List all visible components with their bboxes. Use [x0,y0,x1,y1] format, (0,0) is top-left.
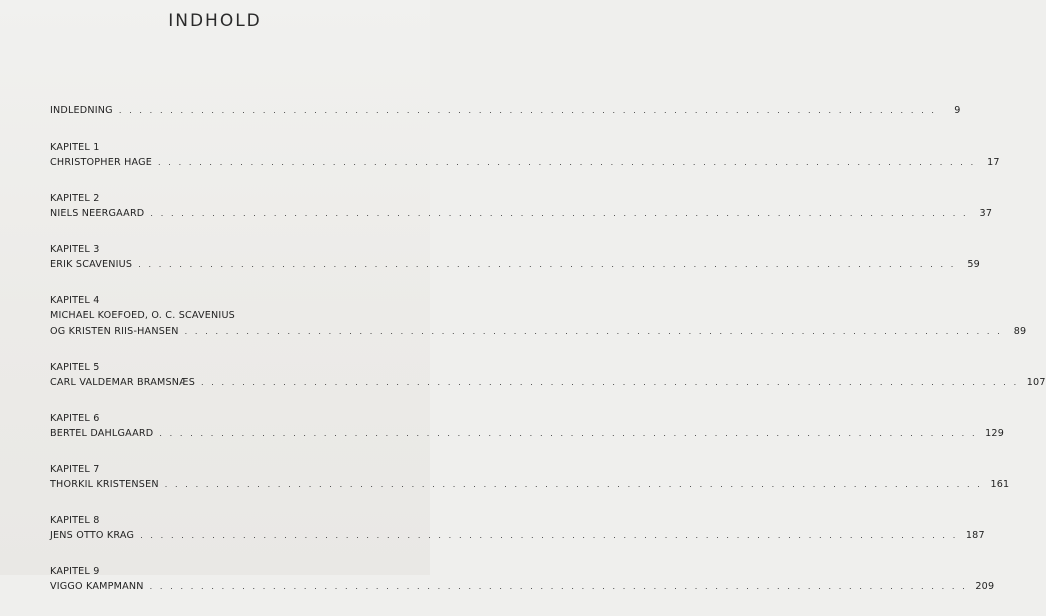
page-number: 129 [985,428,1005,439]
chapter-label: KAPITEL 9 [50,566,100,577]
dot-leader [140,528,958,544]
entry-title: CARL VALDEMAR BRAMSNÆS [50,377,195,388]
page-number: 37 [979,208,993,219]
entry-title: CHRISTOPHER HAGE [50,157,152,168]
entry-title: BERTEL DAHLGAARD [50,428,154,439]
table-of-contents [50,103,1046,616]
toc-entry-introduction [50,103,961,119]
dot-leader [119,103,937,119]
page-number: 209 [975,581,995,592]
toc-entry-chapter-1 [50,141,1000,171]
entry-title: VIGGO KAMPMANN [50,581,144,592]
entry-title: ERIK SCAVENIUS [50,259,133,270]
toc-entry-chapter-2 [50,192,993,222]
entry-title: NIELS NEERGAARD [50,208,145,219]
page-number: 9 [954,105,961,116]
toc-entry-chapter-6 [50,412,1005,442]
chapter-label: KAPITEL 6 [50,413,100,424]
toc-line [50,579,995,595]
entry-title: JENS OTTO KRAG [50,530,135,541]
toc-line [50,528,985,544]
chapter-label: KAPITEL 5 [50,362,100,373]
entry-title: INDLEDNING [50,105,113,116]
toc-entry-chapter-4 [50,294,1027,340]
toc-line [50,477,1010,493]
toc-line [50,324,1027,340]
dot-leader [201,375,1019,391]
chapter-label: KAPITEL 4 [50,295,100,306]
dot-leader [159,426,977,442]
dot-leader [165,477,983,493]
chapter-label: KAPITEL 2 [50,193,100,204]
chapter-label: KAPITEL 1 [50,142,100,153]
page-number: 107 [1026,377,1046,388]
page-number: 59 [967,259,980,270]
toc-entry-chapter-3 [50,243,980,273]
page-number: 17 [987,157,1000,168]
entry-title-line-2: OG KRISTEN RIIS-HANSEN [50,326,179,337]
toc-entry-chapter-5 [50,361,1046,391]
dot-leader [158,155,976,171]
page-title: INDHOLD [168,11,262,31]
page-number: 161 [990,479,1010,490]
toc-line [50,375,1046,391]
chapter-label: KAPITEL 3 [50,244,100,255]
dot-leader [185,324,1003,340]
toc-entry-chapter-7 [50,463,1010,493]
dot-leader [150,579,968,595]
toc-line [50,257,980,273]
chapter-label: KAPITEL 7 [50,464,100,475]
page-number: 89 [1013,326,1027,337]
entry-title-line-1: MICHAEL KOEFOED, O. C. SCAVENIUS [50,310,235,321]
toc-line [50,308,381,324]
toc-line [50,206,993,222]
page-number: 187 [965,530,985,541]
toc-line [50,155,1000,171]
dot-leader [150,206,968,222]
chapter-label: KAPITEL 8 [50,515,100,526]
toc-line [50,426,1005,442]
toc-entry-chapter-8 [50,514,985,544]
entry-title: THORKIL KRISTENSEN [50,479,159,490]
toc-line [50,103,961,119]
toc-entry-chapter-9 [50,565,995,595]
dot-leader [138,257,956,273]
